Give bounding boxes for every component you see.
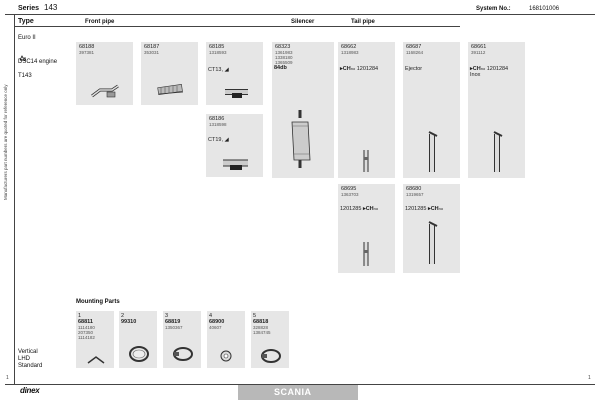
orientation-lhd: LHD [18, 356, 31, 362]
type-model: T143 [18, 73, 32, 79]
tail-pipe-illustration [425, 130, 441, 176]
part-number: 68661 391112 [471, 44, 487, 55]
mounting-part-box[interactable] [163, 311, 201, 368]
part-box[interactable] [403, 42, 460, 178]
front-pipe-illustration [222, 84, 252, 100]
part-number: 4 68900 40607 [209, 313, 225, 330]
type-euro: Euro II [18, 35, 36, 41]
part-number: 2 99310 [121, 313, 137, 325]
part-box[interactable] [338, 42, 395, 178]
tail-pipe-illustration [360, 240, 372, 268]
part-number: 68186 1318598 [209, 116, 227, 127]
part-box[interactable] [206, 42, 263, 105]
clamp-illustration [259, 347, 283, 365]
part-box[interactable] [141, 42, 198, 105]
mounting-part-box[interactable] [119, 311, 157, 368]
dinex-logo: dinex [20, 386, 40, 395]
front-pipe-illustration [90, 82, 120, 100]
heading-tail-pipe: Tail pipe [351, 19, 375, 25]
part-box[interactable] [338, 184, 395, 273]
page-number-left: 1 [6, 375, 9, 381]
part-note: ▸CHno 1201284 [340, 66, 379, 72]
front-pipe-illustration [220, 154, 252, 172]
part-number: 68323 1361983 1338180 1365509 [275, 44, 293, 65]
clamp-illustration [127, 344, 151, 364]
nut-illustration [219, 349, 233, 363]
ch-tube-icon: ▸CH [362, 206, 374, 212]
part-box[interactable] [272, 42, 334, 178]
part-number: 68187 353031 [144, 44, 160, 55]
type-label: Type [18, 18, 34, 25]
tail-pipe-illustration [425, 220, 441, 268]
part-number: 68687 1168264 [406, 44, 424, 55]
part-number: 68680 1319657 [406, 186, 424, 197]
part-number: 68695 1363703 [341, 186, 359, 197]
series-label: Series [18, 5, 40, 12]
part-box[interactable] [206, 114, 263, 177]
heading-front-pipe: Front pipe [85, 19, 115, 25]
mounting-part-box[interactable] [251, 311, 289, 368]
ch-tube-icon: ▸CH [470, 66, 481, 72]
part-note: 1201285 ▸CHno [405, 206, 444, 212]
part-number: 5 68818 328828 1384745 [253, 313, 271, 335]
heading-silencer: Silencer [291, 19, 315, 25]
part-box[interactable] [403, 184, 460, 273]
orientation-vertical: Vertical [18, 349, 38, 355]
ch-tube-icon: ▸CH [340, 66, 351, 72]
brand-bar [238, 385, 358, 400]
flange-icon: ◢ [224, 67, 229, 73]
heading-mounting-parts: Mounting Parts [76, 299, 120, 305]
part-note: ▸CHno 1201284 [470, 66, 509, 72]
silencer-illustration [288, 108, 316, 172]
front-pipe-illustration [155, 80, 187, 100]
brand-name: SCANIA [274, 387, 312, 397]
series-value: 143 [44, 3, 58, 12]
tail-pipe-illustration [360, 148, 372, 174]
disclaimer-text: Manufacturers part numbers are quoted for reference only [3, 84, 8, 200]
type-engine: DSC14 engine [18, 59, 58, 65]
clamp-illustration [86, 355, 106, 365]
ch-tube-icon: ▸CH [427, 206, 439, 212]
part-number: 68188 397381 [79, 44, 95, 55]
mounting-part-box[interactable] [76, 311, 114, 368]
part-box[interactable] [468, 42, 525, 178]
orientation-standard: Standard [18, 363, 43, 369]
clamp-illustration [171, 345, 195, 363]
part-material: Inox [470, 72, 481, 78]
flange-icon: ◢ [224, 137, 229, 143]
system-value: 168101006 [529, 6, 560, 12]
part-box[interactable] [76, 42, 133, 105]
page-number-right: 1 [588, 375, 591, 381]
part-note: CT19, ◢ [208, 137, 229, 143]
part-number: 3 68819 1350367 [165, 313, 183, 330]
part-note: 1201285 ▸CHno [340, 206, 379, 212]
tail-pipe-illustration [490, 130, 506, 176]
part-note: CT13, ◢ [208, 67, 229, 73]
part-note: Ejector [405, 66, 423, 72]
system-label: System No.: [476, 6, 511, 12]
part-number: 68185 1318593 [209, 44, 227, 55]
part-number: 1 68811 1114180 207350 1114182 [78, 313, 95, 340]
part-note: 84db [274, 65, 287, 71]
part-number: 68662 1318983 [341, 44, 359, 55]
mounting-part-box[interactable] [207, 311, 245, 368]
